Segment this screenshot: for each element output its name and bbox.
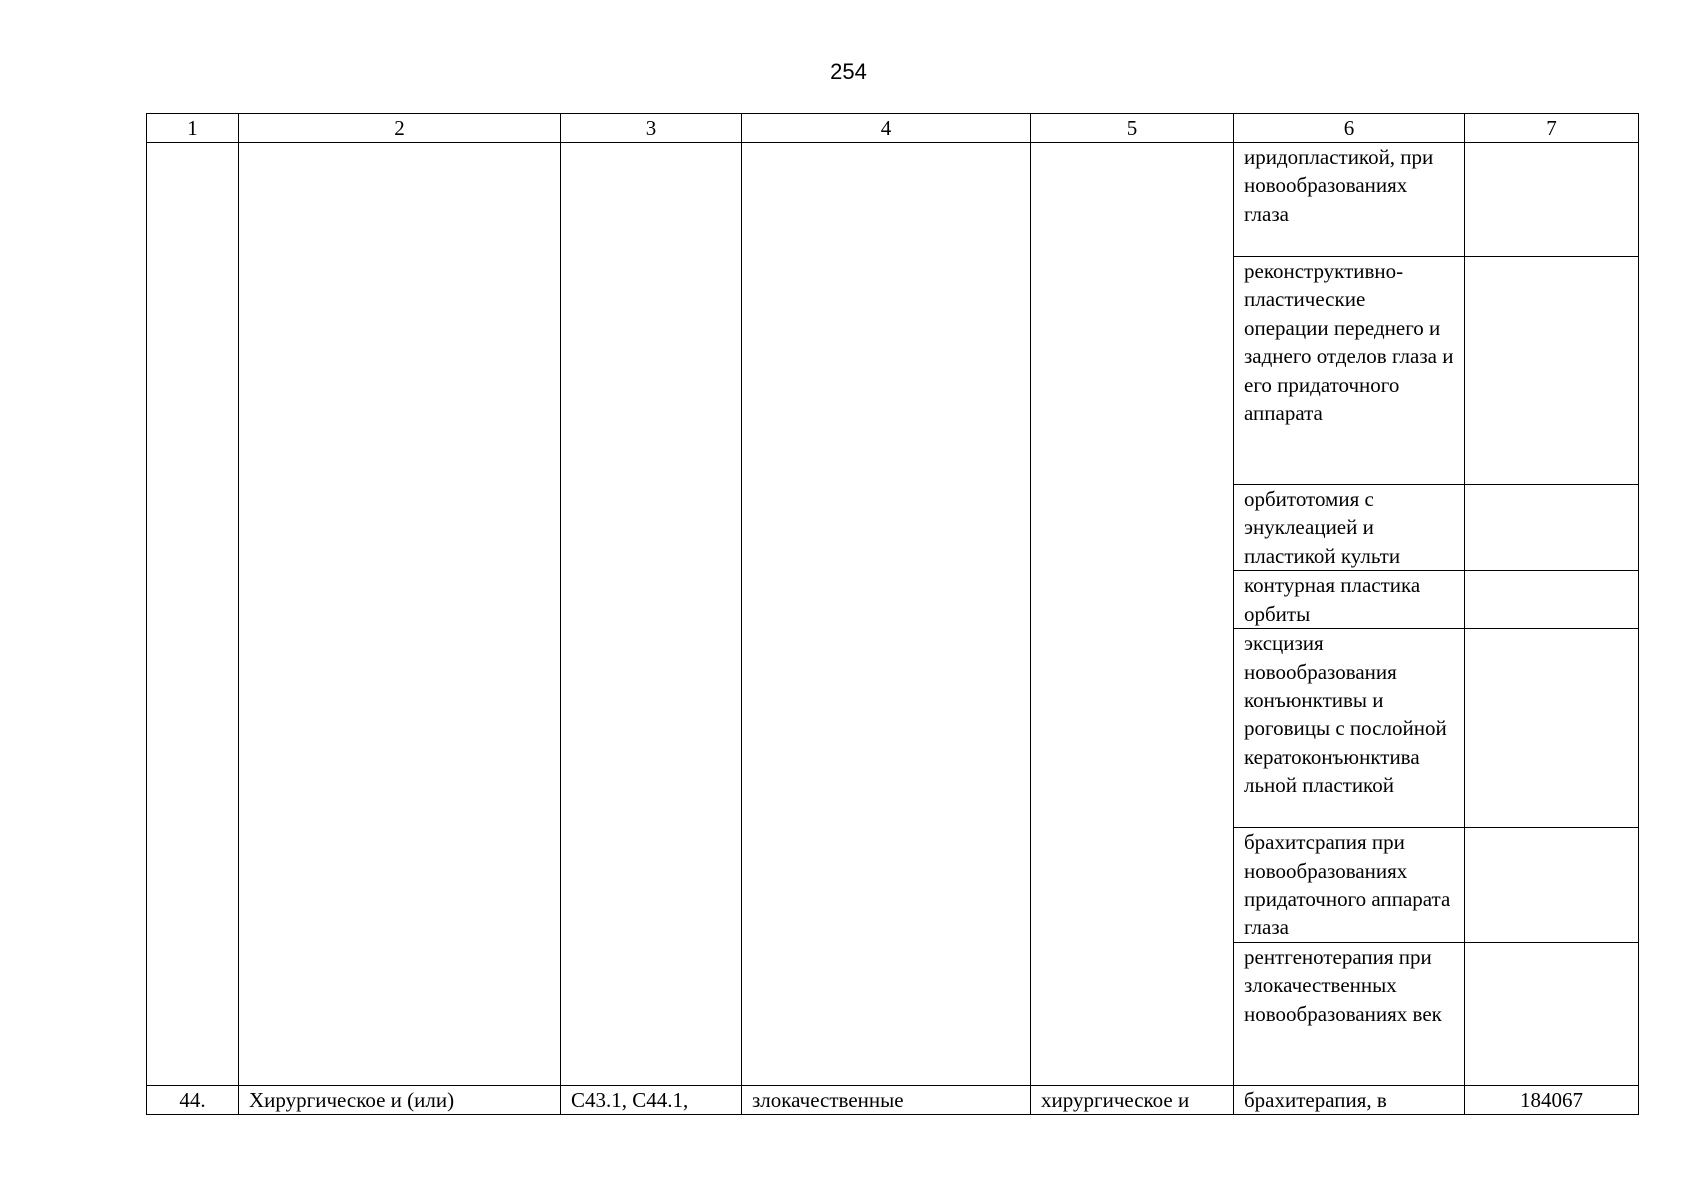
care-type-cell: Хирургическое и (или) — [239, 1085, 561, 1114]
table-header-row — [147, 114, 1639, 143]
treatment-method-cell: эксцизия новообразования конъюнктивы и роговицы с послойной кератоконъюнктива льной пластикой — [1234, 629, 1465, 828]
diagnosis-cell: злокачественные — [742, 1085, 1031, 1114]
table-cell-empty — [1465, 629, 1639, 828]
table-cell-empty — [1465, 571, 1639, 629]
column-header: 4 — [742, 114, 1031, 143]
treatment-method-cell: брахитсрапия при новообразованиях придаточного аппарата глаза — [1234, 828, 1465, 943]
page-number: 254 — [830, 59, 867, 84]
column-header: 7 — [1465, 114, 1639, 143]
treatment-method-cell: контурная пластика орбиты — [1234, 571, 1465, 629]
table-row — [147, 1085, 1639, 1114]
table-cell-empty — [1465, 485, 1639, 571]
column-header: 3 — [561, 114, 742, 143]
column-header: 1 — [147, 114, 239, 143]
table-cell-empty — [1465, 257, 1639, 485]
column-header: 5 — [1031, 114, 1234, 143]
table-cell-empty — [239, 143, 561, 1086]
table-row — [147, 143, 1639, 257]
treatment-method-cell: реконструктивно-пластические операции переднего и заднего отделов глаза и его придаточного аппарата — [1234, 257, 1465, 485]
icd-code-cell: C43.1, C44.1, — [561, 1085, 742, 1114]
treatment-type-cell: хирургическое и — [1031, 1085, 1234, 1114]
table-cell-empty — [742, 143, 1031, 1086]
treatment-method-cell: орбитотомия с энуклеацией и пластикой культи — [1234, 485, 1465, 571]
treatment-method-cell: рентгенотерапия при злокачественных новообразованиях век — [1234, 942, 1465, 1085]
column-header: 2 — [239, 114, 561, 143]
treatment-method-cell: иридопластикой, при новообразованиях глаза — [1234, 143, 1465, 257]
table-cell-empty — [1465, 143, 1639, 257]
row-number-cell: 44. — [147, 1085, 239, 1114]
table-cell-empty — [1031, 143, 1234, 1086]
table-cell-empty — [1465, 828, 1639, 943]
column-header: 6 — [1234, 114, 1465, 143]
table-cell-empty — [147, 143, 239, 1086]
table-cell-empty — [1465, 942, 1639, 1085]
table-cell-empty — [561, 143, 742, 1086]
treatment-method-cell: брахитерапия, в — [1234, 1085, 1465, 1114]
procedures-table — [146, 113, 1639, 1115]
cost-cell: 184067 — [1465, 1085, 1639, 1114]
